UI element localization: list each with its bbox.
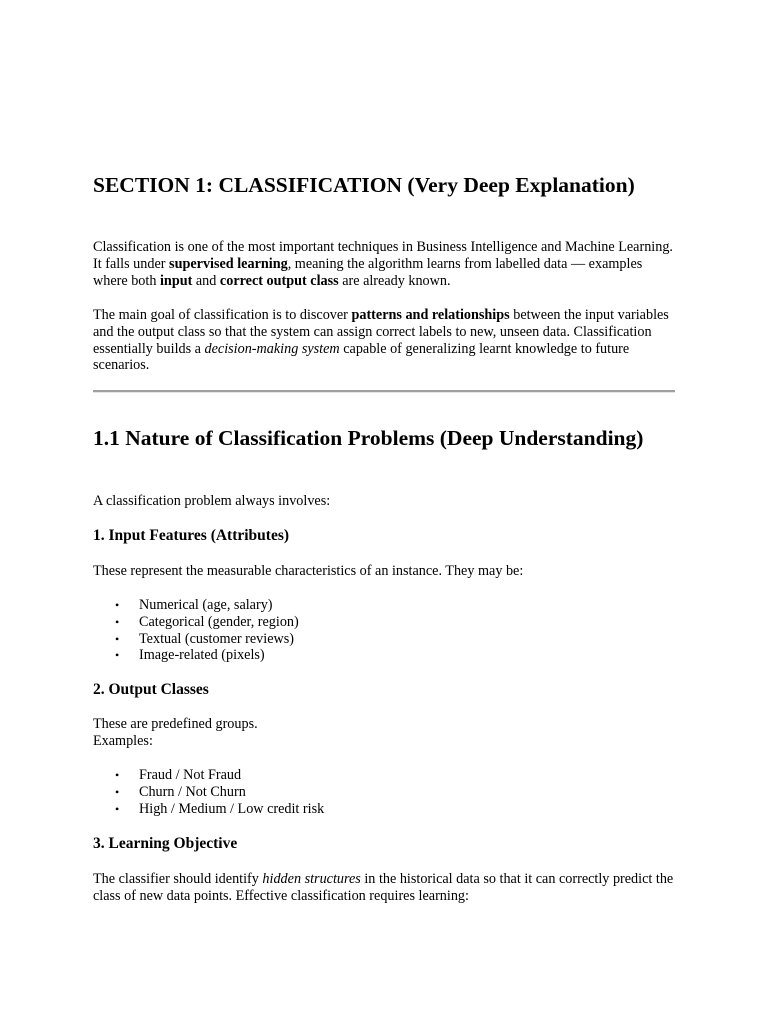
text-run: are already known. — [338, 272, 451, 289]
text-run: Examples: — [93, 732, 153, 749]
list-item — [93, 631, 299, 648]
list-item-text: High / Medium / Low credit risk — [139, 800, 325, 817]
bullet-icon: • — [115, 801, 120, 816]
learning-objective-text — [93, 871, 675, 905]
learning-objective-heading: 3. Learning Objective — [93, 835, 238, 852]
list-item — [93, 647, 299, 664]
output-classes-text — [93, 716, 675, 750]
italic-term-decision-making-system: decision-making system — [204, 340, 340, 357]
bold-term-supervised-learning: supervised learning — [169, 255, 288, 272]
bullet-icon: • — [115, 598, 120, 612]
list-item-text: Churn / Not Churn — [139, 783, 246, 800]
section-paragraph-1 — [93, 239, 675, 289]
output-classes-list — [93, 767, 324, 817]
list-item-text: Fraud / Not Fraud — [139, 767, 242, 783]
input-features-heading: 1. Input Features (Attributes) — [93, 527, 290, 544]
text-run: in the historical data so that it can correctly predict the class of new data points. Effective classification requires learning: — [93, 871, 674, 904]
subsection-title: 1.1 Nature of Classification Problems (Deep Understanding) — [93, 426, 644, 450]
input-features-list — [93, 597, 299, 664]
list-item-text: Categorical (gender, region) — [139, 613, 299, 630]
bold-term-input: input — [159, 272, 193, 289]
bullet-icon: • — [115, 614, 120, 629]
section-divider — [93, 390, 675, 393]
italic-term-hidden-structures: hidden structures — [262, 871, 361, 887]
bold-term-patterns-and-relationships: patterns and relationships — [351, 307, 510, 323]
bullet-icon: • — [115, 784, 120, 799]
bullet-icon: • — [115, 768, 120, 782]
list-item-text: Image-related (pixels) — [139, 647, 265, 664]
subsection-intro: A classification problem always involves: — [93, 493, 331, 509]
text-run: Classification is one of the most important techniques in Business Intelligence and Machine Learning. It falls under — [93, 239, 673, 272]
text-run: capable of generalizing learnt knowledge to future scenarios. — [93, 340, 630, 374]
list-item-text: Numerical (age, salary) — [139, 597, 273, 613]
output-classes-heading: 2. Output Classes — [93, 681, 209, 698]
list-item — [93, 801, 324, 818]
section-paragraph-2 — [93, 307, 675, 374]
list-item — [93, 597, 299, 614]
text-run: and — [192, 272, 220, 289]
text-run: The main goal of classification is to discover — [93, 307, 352, 323]
bullet-icon: • — [115, 648, 120, 663]
list-item — [93, 614, 299, 631]
list-item-text: Textual (customer reviews) — [139, 630, 295, 647]
section-title: SECTION 1: CLASSIFICATION (Very Deep Explanation) — [93, 173, 635, 197]
text-run: , meaning the algorithm learns from labelled data — examples where both — [93, 255, 643, 289]
list-item — [93, 784, 324, 801]
text-run: These are predefined groups. — [93, 716, 258, 732]
input-features-text: These represent the measurable characteristics of an instance. They may be: — [93, 563, 524, 579]
text-run: between the input variables and the output class so that the system can assign correct labels to new, unseen data. Classification essentially builds a — [93, 307, 669, 357]
text-run: The classifier should identify — [93, 871, 263, 887]
bullet-icon: • — [115, 631, 120, 646]
bold-term-correct-output-class: correct output class — [219, 272, 339, 289]
list-item — [93, 767, 324, 784]
